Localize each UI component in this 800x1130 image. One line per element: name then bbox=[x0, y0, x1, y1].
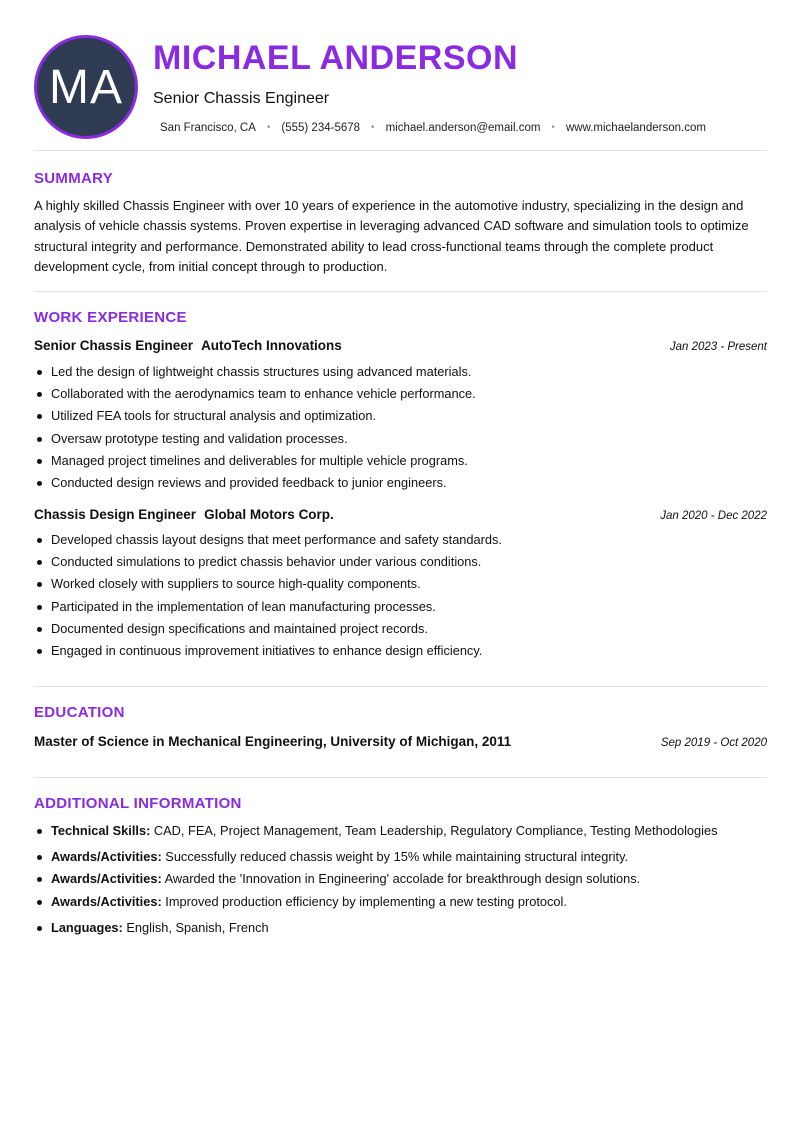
divider bbox=[34, 777, 767, 778]
contact-phone: (555) 234-5678 bbox=[281, 122, 361, 134]
job-bullets bbox=[34, 529, 767, 662]
additional-info-list bbox=[34, 820, 767, 939]
list-item: Participated in the implementation of lean manufacturing processes. bbox=[34, 596, 767, 618]
job-header bbox=[34, 337, 767, 356]
list-item bbox=[34, 917, 767, 939]
list-item: Led the design of lightweight chassis structures using advanced materials. bbox=[34, 361, 767, 383]
separator-dot-icon: • bbox=[371, 122, 375, 133]
info-text: Successfully reduced chassis weight by 15% while maintaining structural integrity. bbox=[165, 849, 629, 865]
job-company: Global Motors Corp. bbox=[204, 507, 334, 522]
list-item bbox=[34, 846, 767, 868]
separator-dot-icon: • bbox=[551, 122, 555, 133]
list-item: Collaborated with the aerodynamics team to enhance vehicle performance. bbox=[34, 383, 767, 405]
job-role-company bbox=[34, 506, 334, 524]
avatar-initials: MA bbox=[49, 60, 123, 114]
list-item: Utilized FEA tools for structural analysis and optimization. bbox=[34, 405, 767, 427]
info-label: Awards/Activities: bbox=[51, 893, 162, 909]
education-degree: Master of Science in Mechanical Engineering, University of Michigan, 2011 bbox=[34, 734, 512, 749]
list-item bbox=[34, 820, 767, 842]
job-role: Chassis Design Engineer bbox=[34, 507, 197, 522]
divider bbox=[34, 291, 767, 292]
education-entry bbox=[34, 733, 767, 752]
contact-website[interactable]: www.michaelanderson.com bbox=[565, 122, 706, 134]
list-item: Conducted design reviews and provided feedback to junior engineers. bbox=[34, 472, 767, 494]
summary-text: A highly skilled Chassis Engineer with over 10 years of experience in the automotive industry, specializing in the design and analysis of vehicle chassis systems. Proven expertise in leveraging advanced CAD software and simulation tools to optimize structural integrity and performance. Demonstrated ability to lead cross-functional teams through the complete product development cycle, from initial concept through to production. bbox=[34, 198, 749, 274]
info-text: CAD, FEA, Project Management, Team Leadership, Regulatory Compliance, Testing Methodologies bbox=[153, 823, 718, 838]
list-item: Oversaw prototype testing and validation processes. bbox=[34, 428, 767, 450]
list-item: Conducted simulations to predict chassis behavior under various conditions. bbox=[34, 551, 767, 573]
job-bullets bbox=[34, 361, 767, 494]
info-text: Improved production efficiency by implementing a new testing protocol. bbox=[165, 893, 567, 909]
list-item: Managed project timelines and deliverables for multiple vehicle programs. bbox=[34, 450, 767, 472]
list-item: Engaged in continuous improvement initiatives to enhance design efficiency. bbox=[34, 640, 767, 662]
list-item: Developed chassis layout designs that meet performance and safety standards. bbox=[34, 529, 767, 551]
job-role: Senior Chassis Engineer bbox=[34, 338, 194, 353]
info-label: Awards/Activities: bbox=[51, 849, 162, 865]
summary-heading: SUMMARY bbox=[34, 170, 114, 187]
job-company: AutoTech Innovations bbox=[201, 338, 342, 353]
job-title: Senior Chassis Engineer bbox=[153, 90, 330, 107]
contact-email[interactable]: michael.anderson@email.com bbox=[385, 122, 541, 134]
contact-location: San Francisco, CA bbox=[160, 122, 256, 134]
info-text: Awarded the 'Innovation in Engineering' accolade for breakthrough design solutions. bbox=[164, 871, 641, 887]
info-text: English, Spanish, French bbox=[126, 919, 269, 935]
education-dates: Sep 2019 - Oct 2020 bbox=[660, 737, 767, 749]
divider bbox=[34, 686, 767, 687]
job-dates: Jan 2020 - Dec 2022 bbox=[660, 510, 767, 522]
work-experience-heading: WORK EXPERIENCE bbox=[34, 309, 187, 326]
list-item: Worked closely with suppliers to source high-quality components. bbox=[34, 573, 767, 595]
list-item: Documented design specifications and maintained project records. bbox=[34, 618, 767, 640]
info-label: Technical Skills: bbox=[51, 823, 151, 838]
list-item bbox=[34, 868, 767, 890]
job-dates: Jan 2023 - Present bbox=[669, 341, 767, 353]
info-label: Awards/Activities: bbox=[51, 871, 162, 887]
avatar bbox=[34, 35, 138, 139]
job-header bbox=[34, 506, 767, 525]
divider bbox=[34, 150, 767, 151]
separator-dot-icon: • bbox=[266, 122, 271, 133]
list-item bbox=[34, 891, 767, 913]
contact-info bbox=[160, 121, 706, 135]
education-heading: EDUCATION bbox=[34, 704, 125, 721]
candidate-name: MICHAEL ANDERSON bbox=[153, 39, 519, 77]
job-role-company bbox=[34, 337, 342, 355]
additional-info-heading: ADDITIONAL INFORMATION bbox=[34, 795, 242, 812]
info-label: Languages: bbox=[51, 919, 123, 935]
